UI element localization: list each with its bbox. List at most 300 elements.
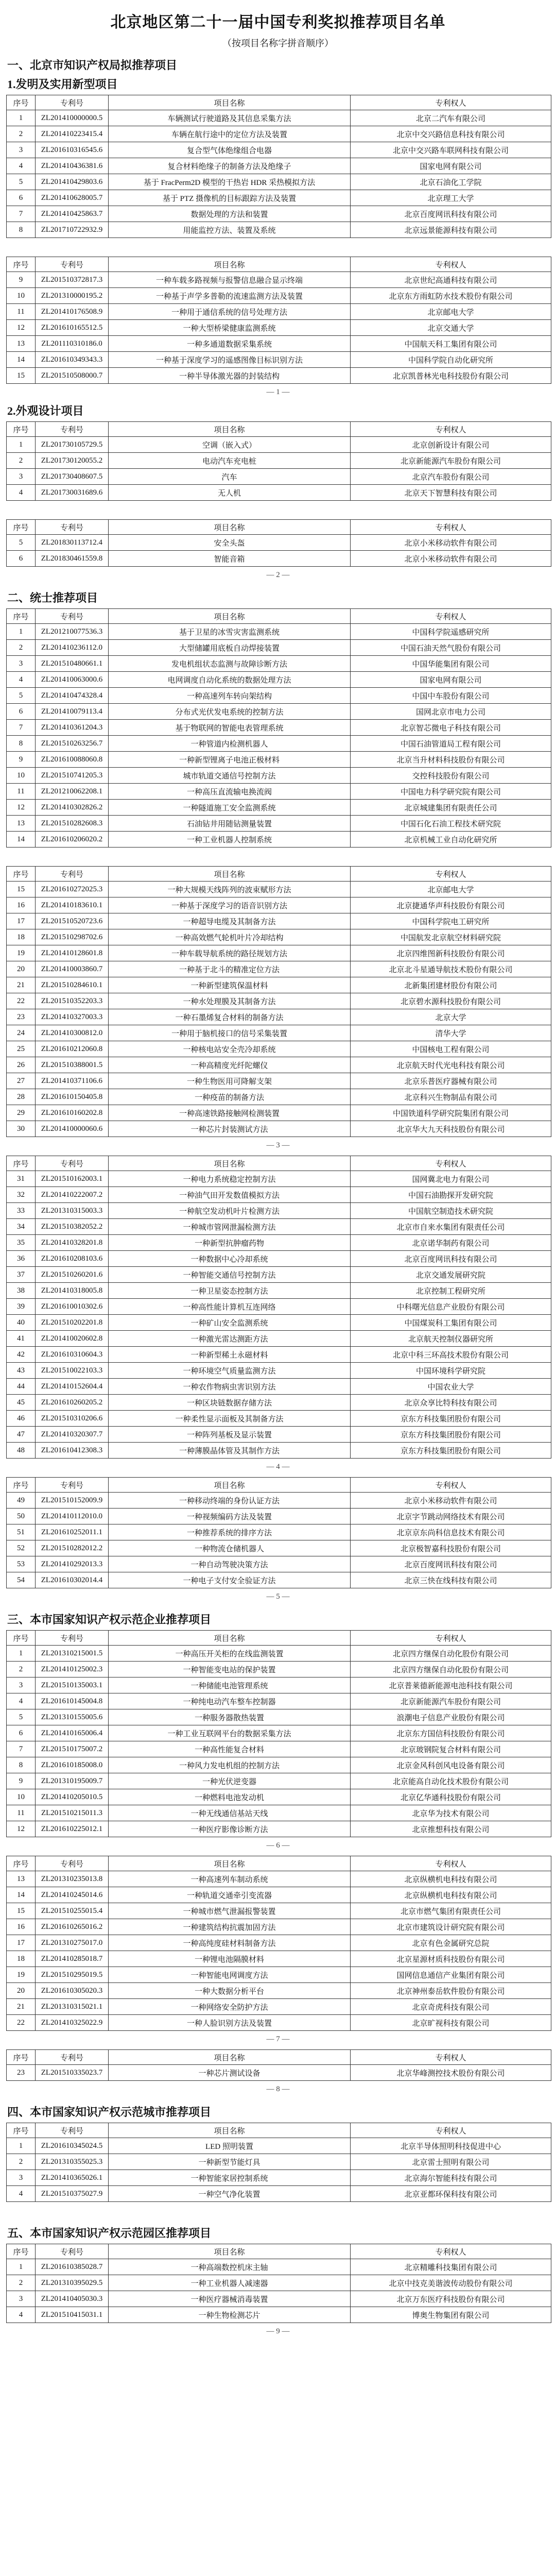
patent-holder: 北京小米移动软件有限公司 [351,535,551,551]
patent-table [6,1856,551,2031]
row-number: 31 [7,1171,36,1187]
row-number: 8 [7,736,36,752]
row-number: 3 [7,656,36,672]
project-name: 一种工业机器人减速器 [109,2275,351,2291]
row-number: 19 [7,1967,36,1983]
table-header-row [7,2123,551,2138]
project-name: 石油钻井用随钻测量装置 [109,816,351,832]
patent-number: ZL201410000060.6 [36,1121,109,1137]
patent-holder: 北京大学 [351,1009,551,1025]
row-number: 22 [7,2015,36,2031]
row-number: 4 [7,1693,36,1709]
page-number: — 5 — [266,1592,290,1601]
table-row [7,190,551,206]
patent-number: ZL201410405030.3 [36,2291,109,2307]
patent-holder: 北京百度网讯科技有限公司 [351,1251,551,1267]
project-name: 一种车载导航系统的路径规划方法 [109,945,351,961]
row-number: 14 [7,832,36,848]
patent-table [6,1156,551,1459]
table-row [7,2015,551,2031]
patent-number: ZL201510388001.5 [36,1057,109,1073]
patent-holder: 北京当升材料科技股份有限公司 [351,752,551,768]
patent-holder: 北京纵横机电科技有限公司 [351,1871,551,1887]
row-number: 17 [7,1935,36,1951]
column-header: 序号 [7,2123,36,2138]
patent-holder: 北京华为技术有限公司 [351,1805,551,1821]
patent-holder: 中国石化石油工程技术研究院 [351,816,551,832]
table-row [7,1219,551,1235]
patent-holder: 北京北斗星通导航技术股份有限公司 [351,961,551,977]
project-name: 一种阵列基板及显示装置 [109,1427,351,1443]
patent-holder: 中科曙光信息产业股份有限公司 [351,1299,551,1315]
table-row [7,535,551,551]
patent-number: ZL201610150405.8 [36,1089,109,1105]
patent-number: ZL201410285018.7 [36,1951,109,1967]
project-name: 用能监控方法、装置及系统 [109,222,351,238]
row-number: 38 [7,1283,36,1299]
subsection-heading: 1.发明及实用新型项目 [7,78,118,91]
column-header: 专利号 [36,609,109,624]
project-name: 一种高精度光纤陀螺仪 [109,1057,351,1073]
patent-holder: 北京华峰测控技术股份有限公司 [351,2065,551,2081]
patent-holder: 北京创新设计有限公司 [351,437,551,453]
patent-number: ZL201610345024.5 [36,2138,109,2154]
project-name: 一种储能电池管理系统 [109,1677,351,1693]
page-number [0,852,556,863]
patent-table [6,866,551,1137]
row-number: 10 [7,1789,36,1805]
patent-number: ZL201410223415.4 [36,126,109,142]
patent-holder: 北京捷通华声科技股份有限公司 [351,897,551,913]
table-row [7,897,551,913]
patent-number: ZL201410128601.8 [36,945,109,961]
table-row [7,485,551,501]
patent-number: ZL201410112010.0 [36,1509,109,1524]
table-row [7,2186,551,2202]
project-name: 一种新型建筑保温材料 [109,977,351,993]
patent-holder: 北京奇虎科技有限公司 [351,1999,551,2015]
section-heading: 五、本市国家知识产权示范园区推荐项目 [7,2227,212,2240]
patent-number: ZL201510263256.7 [36,736,109,752]
project-name: 一种管道内检测机器人 [109,736,351,752]
patent-number: ZL201410320307.7 [36,1427,109,1443]
patent-number: ZL201410318005.8 [36,1283,109,1299]
section-heading: 三、本市国家知识产权示范企业推荐项目 [7,1613,212,1626]
patent-number: ZL201610160202.8 [36,1105,109,1121]
project-name: 一种医疗器械消毒装置 [109,2291,351,2307]
patent-holder: 北京乐普医疗器械有限公司 [351,1073,551,1089]
table-row [7,2259,551,2275]
table-row [7,2291,551,2307]
patent-number: ZL201110310186.0 [36,336,109,352]
row-number: 49 [7,1493,36,1509]
row-number: 47 [7,1427,36,1443]
row-number: 39 [7,1299,36,1315]
patent-holder: 北京城建集团有限责任公司 [351,800,551,816]
row-number: 1 [7,2138,36,2154]
patent-holder: 北京普莱德新能源电池科技有限公司 [351,1677,551,1693]
patent-number: ZL201410236112.0 [36,640,109,656]
patent-number: ZL201610265016.2 [36,1919,109,1935]
table-row [7,110,551,126]
table-row [7,1556,551,1572]
table-row [7,551,551,567]
patent-number: ZL201410327003.3 [36,1009,109,1025]
row-number: 10 [7,768,36,784]
patent-holder: 北京中技克美谐波传动股份有限公司 [351,2275,551,2291]
column-header: 专利号 [36,95,109,110]
row-number: 22 [7,993,36,1009]
patent-number: ZL201510352203.3 [36,993,109,1009]
project-name: 一种智能家居控制系统 [109,2170,351,2186]
page-title: 北京地区第二十一届中国专利奖拟推荐项目名单 [110,14,446,31]
table-row [7,720,551,736]
row-number: 52 [7,1540,36,1556]
column-header: 专利权人 [351,257,551,272]
patent-holder: 中国电力科学研究院有限公司 [351,784,551,800]
table-header-row [7,257,551,272]
table-row [7,2154,551,2170]
column-header: 序号 [7,422,36,437]
row-number: 4 [7,158,36,174]
project-name: 一种油气田开发数值模拟方法 [109,1187,351,1203]
patent-number: ZL201410245014.6 [36,1887,109,1903]
patent-holder: 北京市燃气集团有限责任公司 [351,1903,551,1919]
patent-holder: 北京交通大学 [351,320,551,336]
project-name: 一种无线通信基站天线 [109,1805,351,1821]
patent-number: ZL201610206020.2 [36,832,109,848]
column-header: 专利权人 [351,1856,551,1871]
row-number: 43 [7,1363,36,1379]
patent-holder: 北京市自来水集团有限责任公司 [351,1219,551,1235]
patent-number: ZL201310355025.3 [36,2154,109,2170]
row-number: 3 [7,469,36,485]
project-name: 一种多通道数据采集系统 [109,336,351,352]
project-name: 一种环境空气质量监测方法 [109,1363,351,1379]
table-row [7,1299,551,1315]
patent-number: ZL201310000195.2 [36,288,109,304]
patent-holder: 北京中交兴路车联网科技有限公司 [351,142,551,158]
table-header-row [7,422,551,437]
column-header: 项目名称 [109,867,351,882]
column-header: 序号 [7,1478,36,1493]
project-name: 一种新型抗肿瘤药物 [109,1235,351,1251]
document-body [0,57,556,2338]
table-header-row [7,1631,551,1646]
project-name: 一种智能电网调度方法 [109,1967,351,1983]
table-row [7,1009,551,1025]
project-name: 一种隧道施工安全监测系统 [109,800,351,816]
patent-number: ZL201610260205.2 [36,1395,109,1411]
column-header: 项目名称 [109,520,351,535]
row-number: 6 [7,551,36,567]
patent-table [6,1477,551,1588]
patent-holder: 北京碧水源科技股份有限公司 [351,993,551,1009]
row-number: 9 [7,1773,36,1789]
row-number: 21 [7,1999,36,2015]
project-name: 一种高纯度硅材料制备方法 [109,1935,351,1951]
table-row [7,1887,551,1903]
patent-number: ZL201510260201.6 [36,1267,109,1283]
row-number: 2 [7,1662,36,1677]
column-header: 项目名称 [109,422,351,437]
patent-holder: 中国石油天然气股份有限公司 [351,640,551,656]
row-number: 1 [7,624,36,640]
row-number: 11 [7,304,36,320]
table-header-row [7,95,551,110]
patent-holder: 中国中车股份有限公司 [351,688,551,704]
column-header: 项目名称 [109,1478,351,1493]
column-header: 专利权人 [351,2123,551,2138]
row-number: 11 [7,784,36,800]
column-header: 专利权人 [351,1478,551,1493]
column-header: 序号 [7,609,36,624]
project-name: 一种燃料电池发动机 [109,1789,351,1805]
column-header: 专利号 [36,2050,109,2065]
project-name: 一种航空发动机叶片检测方法 [109,1203,351,1219]
row-number: 20 [7,961,36,977]
patent-holder: 中国科学院遥感研究所 [351,624,551,640]
row-number: 24 [7,1025,36,1041]
row-number: 40 [7,1315,36,1331]
section-heading: 一、北京市知识产权局拟推荐项目 [7,59,178,72]
project-name: 一种高速铁路接触网检测装置 [109,1105,351,1121]
table-row [7,1677,551,1693]
row-number: 28 [7,1089,36,1105]
patent-holder: 北京远景能源科技有限公司 [351,222,551,238]
patent-table [6,519,551,567]
page-number: — 1 — [266,388,290,396]
project-name: 车辆在航行途中的定位方法及装置 [109,126,351,142]
patent-holder: 北京星源材质科技股份有限公司 [351,1951,551,1967]
row-number: 5 [7,1709,36,1725]
project-name: 一种车载多路视频与报警信息融合显示终端 [109,272,351,288]
patent-number: ZL201510335023.7 [36,2065,109,2081]
patent-number: ZL201410436381.6 [36,158,109,174]
patent-holder: 北京新能源汽车股份有限公司 [351,453,551,469]
patent-number: ZL201610145004.8 [36,1693,109,1709]
project-name: 一种锂电池隔膜材料 [109,1951,351,1967]
patent-holder: 北京新能源汽车股份有限公司 [351,1693,551,1709]
patent-holder: 北京机械工业自动化研究所 [351,832,551,848]
table-row [7,2065,551,2081]
row-number: 14 [7,1887,36,1903]
table-row [7,1524,551,1540]
patent-number: ZL201410020602.8 [36,1331,109,1347]
patent-number: ZL201410328201.8 [36,1235,109,1251]
table-header-row [7,2244,551,2259]
table-row [7,1331,551,1347]
row-number: 53 [7,1556,36,1572]
patent-holder: 北京中科三环高技术股份有限公司 [351,1347,551,1363]
row-number: 29 [7,1105,36,1121]
column-header: 专利号 [36,1478,109,1493]
table-row [7,1057,551,1073]
project-name: 一种薄膜晶体管及其制作方法 [109,1443,351,1459]
column-header: 项目名称 [109,1631,351,1646]
table-row [7,704,551,720]
column-header: 专利权人 [351,422,551,437]
table-row [7,1709,551,1725]
table-row [7,688,551,704]
project-name: 一种视频编码方法及装置 [109,1509,351,1524]
table-row [7,1983,551,1999]
patent-holder: 北京四方继保自动化股份有限公司 [351,1646,551,1662]
table-row [7,1283,551,1299]
column-header: 专利权人 [351,2050,551,2065]
project-name: 复合材料绝缘子的制备方法及绝缘子 [109,158,351,174]
project-name: 一种人脸识别方法及装置 [109,2015,351,2031]
project-name: 一种智能交通信号控制方法 [109,1267,351,1283]
table-row [7,800,551,816]
table-header-row [7,1478,551,1493]
project-name: 一种用于脑机接口的信号采集装置 [109,1025,351,1041]
patent-holder: 京东方科技集团股份有限公司 [351,1443,551,1459]
table-row [7,1693,551,1709]
row-number: 3 [7,142,36,158]
table-row [7,288,551,304]
project-name: 一种大型桥梁健康监测系统 [109,320,351,336]
table-row [7,469,551,485]
patent-holder: 北京极智嘉科技股份有限公司 [351,1540,551,1556]
project-name: 基于物联网的智能电表管理系统 [109,720,351,736]
row-number: 50 [7,1509,36,1524]
patent-holder: 北京雷士照明有限公司 [351,2154,551,2170]
patent-number: ZL201210077536.3 [36,624,109,640]
column-header: 序号 [7,257,36,272]
table-row [7,320,551,336]
table-row [7,656,551,672]
row-number: 2 [7,453,36,469]
project-name: 安全头盔 [109,535,351,551]
column-header: 专利号 [36,520,109,535]
project-name: 一种网络安全防护方法 [109,1999,351,2015]
table-row [7,1805,551,1821]
table-row [7,913,551,929]
row-number: 9 [7,752,36,768]
table-row [7,1871,551,1887]
patent-table [6,257,551,384]
patent-holder: 北京百度网讯科技有限公司 [351,1556,551,1572]
project-name: 一种电子支付安全验证方法 [109,1572,351,1588]
table-row [7,736,551,752]
table-row [7,158,551,174]
row-number: 15 [7,368,36,384]
row-number: 2 [7,640,36,656]
column-header: 专利权人 [351,1631,551,1646]
patent-holder: 北京凯普林光电科技股份有限公司 [351,368,551,384]
row-number: 19 [7,945,36,961]
project-name: 一种芯片封装测试方法 [109,1121,351,1137]
table-row [7,1235,551,1251]
row-number: 7 [7,206,36,222]
table-row [7,1572,551,1588]
column-header: 专利权人 [351,609,551,624]
table-row [7,961,551,977]
patent-number: ZL201510382052.2 [36,1219,109,1235]
patent-number: ZL201830461559.8 [36,551,109,567]
row-number: 20 [7,1983,36,1999]
row-number: 36 [7,1251,36,1267]
table-row [7,437,551,453]
table-row [7,1725,551,1741]
patent-number: ZL201510152009.9 [36,1493,109,1509]
patent-number: ZL201610252011.1 [36,1524,109,1540]
patent-number: ZL201410302826.2 [36,800,109,816]
patent-table [6,2244,551,2323]
patent-holder: 北京众享比特科技有限公司 [351,1395,551,1411]
project-name: 一种高端数控机床主轴 [109,2259,351,2275]
column-header: 项目名称 [109,95,351,110]
table-row [7,2307,551,2323]
table-row [7,2275,551,2291]
table-header-row [7,2050,551,2065]
row-number: 2 [7,126,36,142]
table-header-row [7,609,551,624]
patent-number: ZL201730105729.5 [36,437,109,453]
table-row [7,1967,551,1983]
project-name: 复合型气体绝缘组合电器 [109,142,351,158]
table-row [7,1646,551,1662]
row-number: 7 [7,1741,36,1757]
project-name: 一种高速列车制动系统 [109,1871,351,1887]
patent-holder: 北京石油化工学院 [351,174,551,190]
table-row [7,1347,551,1363]
patent-holder: 北京诺华制药有限公司 [351,1235,551,1251]
table-row [7,206,551,222]
row-number: 30 [7,1121,36,1137]
project-name: 一种自动驾驶决策方法 [109,1556,351,1572]
patent-holder: 国网北京市电力公司 [351,704,551,720]
row-number: 44 [7,1379,36,1395]
table-row [7,1089,551,1105]
table-row [7,126,551,142]
row-number: 6 [7,704,36,720]
table-row [7,1315,551,1331]
row-number: 33 [7,1203,36,1219]
table-row [7,624,551,640]
project-name: 电网调度自动化系统的数据处理方法 [109,672,351,688]
patent-number: ZL201730031689.6 [36,485,109,501]
patent-holder: 北京亿华通科技股份有限公司 [351,1789,551,1805]
table-row [7,2138,551,2154]
row-number: 12 [7,1821,36,1837]
table-row [7,1903,551,1919]
row-number: 27 [7,1073,36,1089]
patent-number: ZL201610305020.3 [36,1983,109,1999]
patent-holder: 北京控制工程研究所 [351,1283,551,1299]
table-row [7,816,551,832]
column-header: 项目名称 [109,257,351,272]
page-number: — 9 — [266,2327,290,2335]
patent-holder: 国家电网有限公司 [351,672,551,688]
table-row [7,832,551,848]
section-1 [0,57,556,399]
patent-holder: 北京京东尚科信息技术有限公司 [351,1524,551,1540]
column-header: 项目名称 [109,2244,351,2259]
project-name: 一种基于深度学习的遥感图像目标识别方法 [109,352,351,368]
patent-number: ZL201410000000.5 [36,110,109,126]
patent-holder: 北京汽车股份有限公司 [351,469,551,485]
row-number: 34 [7,1219,36,1235]
column-header: 序号 [7,95,36,110]
table-row [7,1041,551,1057]
patent-holder: 京东方科技集团股份有限公司 [351,1411,551,1427]
patent-table [6,2123,551,2202]
patent-holder: 中国科学院自动化研究所 [351,352,551,368]
table-row [7,1662,551,1677]
patent-number: ZL201610212060.8 [36,1041,109,1057]
